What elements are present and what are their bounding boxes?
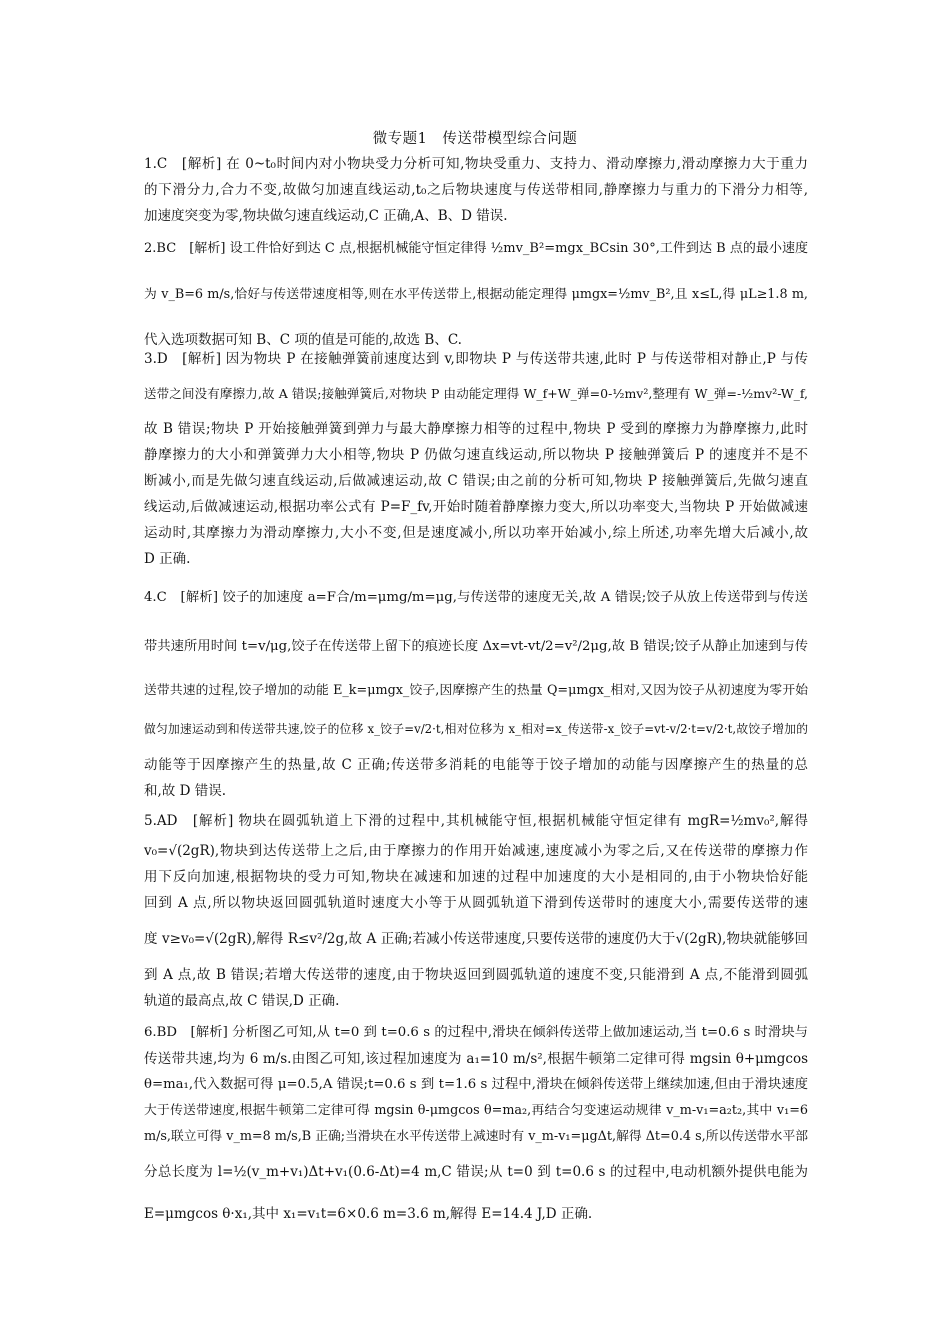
text-line: 带共速所用时间 t=v/μg,饺子在传送带上留下的痕迹长度 Δx=vt-vt/2=v²/2μg,故 B 错误;饺子从静止加速到与传 xyxy=(144,639,808,654)
text-line: v₀=√(2gR),物块到达传送带上之后,由于摩擦力的作用开始减速,速度减小为零之后,又在传送带的摩擦力作 xyxy=(144,843,808,859)
text-line: 4.C [解析] 饺子的加速度 a=F合/m=μmg/m=μg,与传送带的速度无关,故 A 错误;饺子从放上传送带到与传送 xyxy=(144,590,808,605)
text-line: 1.C [解析] 在 0~t₀时间内对小物块受力分析可知,物块受重力、支持力、滑动摩擦力,滑动摩擦力大于重力 xyxy=(144,156,808,172)
text-line: 用下反向加速,根据物块的受力可知,物块在减速和加速的过程中加速度的大小是相同的,由于小物块恰好能 xyxy=(144,869,808,885)
text-line: 2.BC [解析] 设工件恰好到达 C 点,根据机械能守恒定律得 ½mv_B²=mgx_BCsin 30°,工件到达 B 点的最小速度 xyxy=(144,241,808,256)
text-line: 送带共速的过程,饺子增加的动能 E_k=μmgx_饺子,因摩擦产生的热量 Q=μmgx_相对,又因为饺子从初速度为零开始 xyxy=(144,683,808,698)
problem-1 xyxy=(144,151,808,229)
text-line: 回到 A 点,所以物块返回圆弧轨道时速度大小等于从圆弧轨道下滑到传送带时的速度大小,需要传送带的速 xyxy=(144,895,808,911)
text-line: 为 v_B=6 m/s,恰好与传送带速度相等,则在水平传送带上,根据动能定理得 μmgx=½mv_B²,且 x≤L,得 μL≥1.8 m, xyxy=(144,287,808,302)
text-line: 到 A 点,故 B 错误;若增大传送带的速度,由于物块返回到圆弧轨道的速度不变,只能滑到 A 点,不能滑到圆弧 xyxy=(144,967,808,983)
text-line: 运动时,其摩擦力为滑动摩擦力,大小不变,但是速度减小,所以功率开始减小,综上所述,功率先增大后减小,故 xyxy=(144,525,808,541)
text-line: 轨道的最高点,故 C 错误,D 正确. xyxy=(144,993,340,1009)
page-title: 微专题1 传送带模型综合问题 xyxy=(372,131,578,147)
text-line: 静摩擦力的大小和弹簧弹力大小相等,物块 P 仍做匀速直线运动,所以物块 P 接触弹簧后 P 的速度并不是不 xyxy=(144,447,808,463)
text-line: 5.AD [解析] 物块在圆弧轨道上下滑的过程中,其机械能守恒,根据机械能守恒定律有 mgR=½mv₀²,解得 xyxy=(144,813,808,829)
text-line: 传送带共速,均为 6 m/s.由图乙可知,该过程加速度为 a₁=10 m/s²,根据牛顿第二定律可得 mgsin θ+μmgcos xyxy=(144,1051,808,1067)
text-line: m/s,联立可得 v_m=8 m/s,B 正确;当滑块在水平传送带上减速时有 v_m-v₁=μgΔt,解得 Δt=0.4 s,所以传送带水平部 xyxy=(144,1129,808,1144)
text-line: 做匀加速运动到和传送带共速,饺子的位移 x_饺子=v/2·t,相对位移为 x_相对=x_传送带-x_饺子=vt-v/2·t=v/2·t,故饺子增加的 xyxy=(144,722,808,736)
text-line: 度 v≥v₀=√(2gR),解得 R≤v²/2g,故 A 正确;若减小传送带速度,只要传送带的速度仍大于√(2gR),物块就能够回 xyxy=(144,931,808,947)
text-line: 代入选项数据可知 B、C 项的值是可能的,故选 B、C. xyxy=(144,332,462,348)
problem-6 xyxy=(144,1020,808,1234)
problem-5 xyxy=(144,804,808,1014)
text-line: 的下滑分力,合力不变,故做匀加速直线运动,t₀之后物块速度与传送带相同,静摩擦力与重力的下滑分力相等, xyxy=(144,182,808,198)
problem-3 xyxy=(144,346,808,572)
text-line: 3.D [解析] 因为物块 P 在接触弹簧前速度达到 v,即物块 P 与传送带共速,此时 P 与传送带相对静止,P 与传 xyxy=(144,351,808,367)
text-line: 和,故 D 错误. xyxy=(144,783,226,799)
problem-2 xyxy=(144,234,808,354)
text-line: 送带之间没有摩擦力,故 A 错误;接触弹簧后,对物块 P 由动能定理得 W_f+W_弹=0-½mv²,整理有 W_弹=-½mv²-W_f, xyxy=(144,386,808,401)
text-line: θ=ma₁,代入数据可得 μ=0.5,A 错误;t=0.6 s 到 t=1.6 s 过程中,滑块在倾斜传送带上继续加速,但由于滑块速度 xyxy=(144,1077,808,1092)
text-line: E=μmgcos θ·x₁,其中 x₁=v₁t=6×0.6 m=3.6 m,解得 E=14.4 J,D 正确. xyxy=(144,1206,593,1222)
text-line: 断减小,而是先做匀速直线运动,后做减速运动,故 C 错误;由之前的分析可知,物块 P 接触弹簧后,先做匀速直 xyxy=(144,473,808,489)
text-line: 加速度突变为零,物块做匀速直线运动,C 正确,A、B、D 错误. xyxy=(144,208,508,224)
text-line: 动能等于因摩擦产生的热量,故 C 正确;传送带多消耗的电能等于饺子增加的动能与因摩擦产生的热量的总 xyxy=(144,757,808,773)
text-line: 线运动,后做减速运动,根据功率公式有 P=F_fv,开始时随着静摩擦力变大,所以功率变大,当物块 P 开始做减速 xyxy=(144,499,808,515)
text-line: 分总长度为 l=½(v_m+v₁)Δt+v₁(0.6-Δt)=4 m,C 错误;从 t=0 到 t=0.6 s 的过程中,电动机额外提供电能为 xyxy=(144,1164,808,1180)
problem-4 xyxy=(144,578,808,804)
text-line: 6.BD [解析] 分析图乙可知,从 t=0 到 t=0.6 s 的过程中,滑块在倾斜传送带上做加速运动,当 t=0.6 s 时滑块与 xyxy=(144,1025,808,1040)
text-line: D 正确. xyxy=(144,551,191,567)
text-line: 故 B 错误;物块 P 开始接触弹簧到弹力与最大静摩擦力相等的过程中,物块 P 受到的摩擦力为静摩擦力,此时 xyxy=(144,421,808,437)
text-line: 大于传送带速度,根据牛顿第二定律可得 mgsin θ-μmgcos θ=ma₂,再结合匀变速运动规律 v_m-v₁=a₂t₂,其中 v₁=6 xyxy=(144,1103,808,1118)
